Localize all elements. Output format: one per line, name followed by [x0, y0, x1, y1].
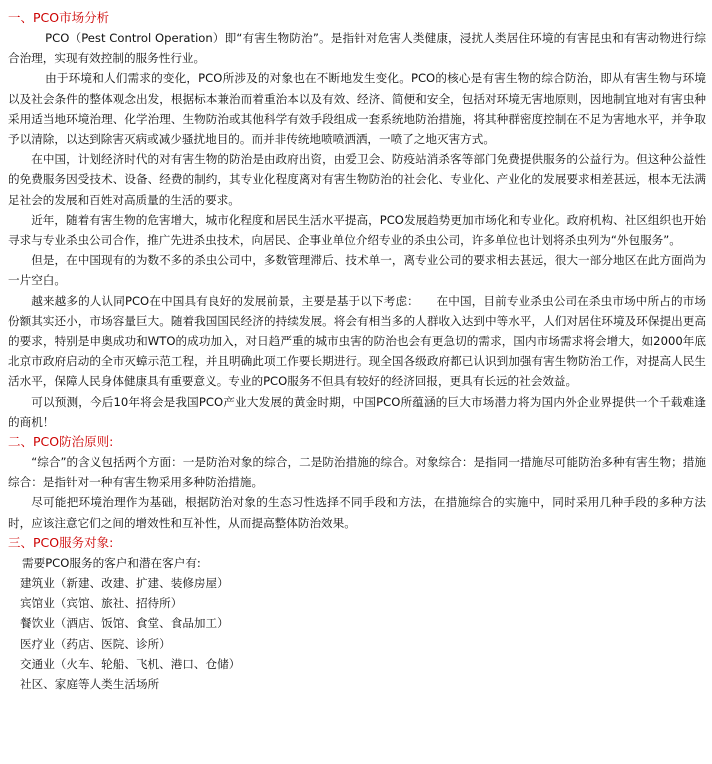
- service-target-list: [8, 553, 706, 694]
- list-item: 建筑业（新建、改建、扩建、装修房屋）: [20, 576, 229, 591]
- paragraph-pco-core: 由于环境和人们需求的变化，PCO所涉及的对象也在不断地发生变化。PCO的核心是有害生物的综合防治，即从有害生物与环境以及社会条件的整体观念出发，根据标本兼治而着重治本以及有效、经济、简便和安全，包括对环境无害地原则，因地制宜地对有害虫种采用适当地环境治理、化学治理、生物防治或其他科学有效手段组成一套系统地防治措施，将其种群密度控制在不足为害地水平，并争取予以清除，以达到除害灭病或减少骚扰地目的。而并非传统地喷喷洒洒，一喷了之地灭害方式。: [8, 71, 706, 147]
- paragraph-current-status: 但是，在中国现有的为数不多的杀虫公司中，多数管理滞后、技术单一，离专业公司的要求相去甚远，很大一部分地区在此方面尚为一片空白。: [8, 253, 706, 288]
- list-item: 宾馆业（宾馆、旅社、招待所）: [20, 596, 183, 611]
- paragraph-forecast: 可以预测，今后10年将会是我国PCO产业大发展的黄金时期，中国PCO所蕴涵的巨大市场潜力将为国内外企业界提供一个千载难逢的商机！: [8, 394, 706, 429]
- list-item: 餐饮业（酒店、饭馆、食堂、食品加工）: [20, 616, 229, 631]
- section-heading-market-analysis: 一、PCO市场分析: [8, 10, 110, 25]
- paragraph-planned-economy: 在中国，计划经济时代的对有害生物的防治是由政府出资，由爱卫会、防疫站消杀客等部门免费提供服务的公益行为。但这种公益性的免费服务因受技术、设备、经费的制约，其专业化程度离对有害生物防治的社会化、专业化、产业化的发展要求相差甚远，根本无法满足社会的发展和百姓对高质量的生活的要求。: [8, 152, 706, 207]
- paragraph-environment-basis: 尽可能把环境治理作为基础，根据防治对象的生态习性选择不同手段和方法，在措施综合的实施中，同时采用几种手段的多种方法时，应该注意它们之间的增效性和互补性，从而提高整体防治效果。: [8, 495, 706, 530]
- list-item: 社区、家庭等人类生活场所: [20, 677, 160, 692]
- paragraph-integration-meaning: “综合”的含义包括两个方面：一是防治对象的综合，二是防治措施的综合。对象综合：是指同一措施尽可能防治多种有害生物；措施综合：是指针对一种有害生物采用多种防治措施。: [8, 455, 706, 490]
- paragraph-prospects: 越来越多的人认同PCO在中国具有良好的发展前景，主要是基于以下考虑： 在中国，目前专业杀虫公司在杀虫市场中所占的市场份额其实还小，市场容量巨大。随着我国国民经济的持续发展。将会有相当多的人群收入达到中等水平，人们对居住环境及环保提出更高的要求，特别是申奥成功和WTO的成功加入，对日趋严重的城市虫害的防治也会有更急切的需求，国内市场需求将会增大，如2000年底北京市政府启动的全市灭蟑示范工程，并且明确此项工作要长期进行。现全国各级政府都已认识到加强有害生物防治工作，对提高人民生活水平，保障人民身体健康具有重要意义。专业的PCO服务不但具有较好的经济回报，更具有长远的社会效益。: [8, 293, 706, 389]
- paragraph-pco-definition: PCO（Pest Control Operation）即“有害生物防治”。是指针对危害人类健康，浸扰人类居住环境的有害昆虫和有害动物进行综合治理，实现有效控制的服务性行业。: [8, 31, 706, 66]
- section-heading-service-targets: 三、PCO服务对象:: [8, 534, 114, 550]
- section-heading-principles: 二、PCO防治原则:: [8, 434, 114, 450]
- list-item: 医疗业（药店、医院、诊所）: [20, 636, 171, 651]
- paragraph-recent-trends: 近年，随着有害生物的危害增大，城市化程度和居民生活水平提高，PCO发展趋势更加市场化和专业化。政府机构、社区组织也开始寻求与专业杀虫公司合作，推广先进杀虫技术，向居民、企事业单位介绍专业的杀虫公司，许多单位也计划将杀虫列为“外包服务”。: [8, 212, 706, 248]
- list-item: 交通业（火车、轮船、飞机、港口、仓储）: [20, 656, 241, 671]
- list-intro: 需要PCO服务的客户和潜在客户有:: [22, 555, 201, 570]
